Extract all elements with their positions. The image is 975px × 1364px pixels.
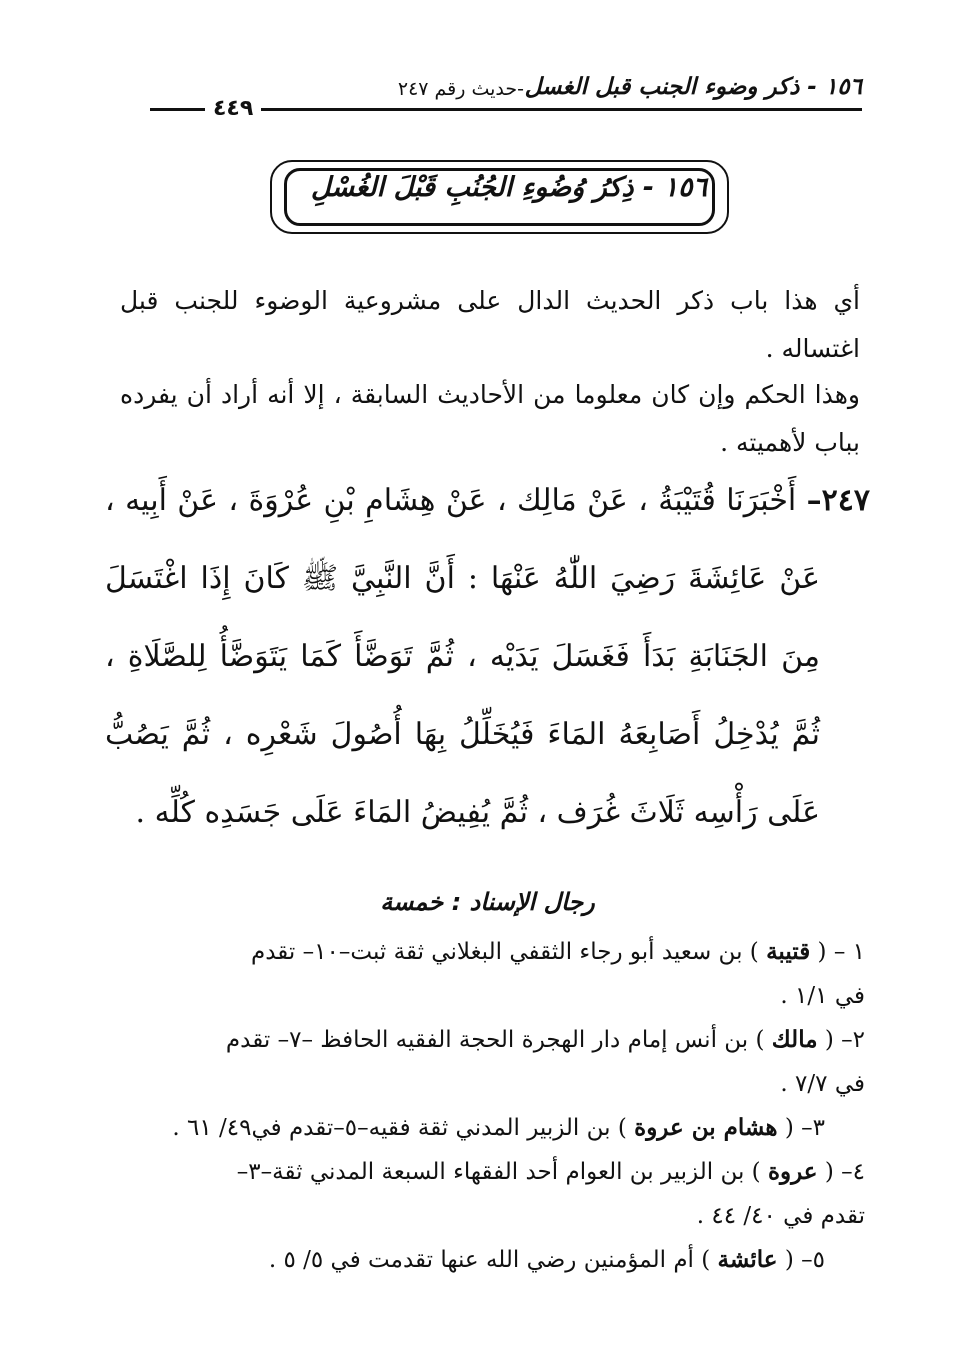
narrator-description: ) بن الزبير المدني ثقة فقيه–٥–تقدم في٤٩/ ٦١ .: [172, 1115, 627, 1141]
narrator-name: عائشة: [717, 1246, 778, 1273]
narrator-description: ) أم المؤمنين رضي الله عنها تقدمت في ٥/ ٥ .: [268, 1247, 711, 1273]
intro-paragraph-2: وهذا الحكم وإن كان معلوما من الأحاديث السابقة ، إلا أنه أراد أن يفرده بباب لأهميته .: [120, 380, 860, 457]
hadith-line-1: [105, 462, 870, 540]
narrator-description: ) بن الزبير بن العوام أحد الفقهاء السبعة المدني ثقة–٣–: [236, 1159, 761, 1185]
running-head-hadith-ref: -حديث رقم ٢٤٧: [397, 78, 524, 100]
narrator-description: ) بن أنس إمام دار الهجرة الحجة الفقيه الحافظ –٧– تقدم: [225, 1027, 765, 1053]
intro-paragraph-1: أي هذا باب ذكر الحديث الدال على مشروعية الوضوء للجنب قبل اغتساله .: [120, 286, 860, 363]
narrator-name: قتيبة: [766, 938, 811, 965]
running-head-title: ١٥٦ - ذكر وضوء الجنب قبل الغسل: [524, 74, 862, 100]
chapter-title: ١٥٦ - ذِكرُ وُضُوءِ الجُنُبِ قَبْلَ الغُسْلِ: [310, 172, 707, 203]
narrator-number: ١ – (: [817, 939, 865, 965]
narrator-item: [105, 930, 865, 1018]
narrator-item: [105, 1018, 865, 1106]
hadith-line-2: عَنْ عَائِشَةَ رَضِيَ اللّٰهُ عَنْهَا : أَنَّ النَّبِيَّ ﷺ كَانَ إِذَا اغْتَسَلَ: [105, 561, 820, 596]
hadith-line-4: ثُمَّ يُدْخِلُ أَصَابِعَهُ المَاءَ فَيُخَلِّلُ بِهَا أُصُولَ شَعْرِه ، ثُمَّ يَصُبُّ: [105, 717, 820, 752]
hadith-number: ٢٤٧–: [806, 483, 870, 518]
narrator-reference: في ٧/٧ .: [780, 1071, 865, 1097]
narrators-heading: رجال الإسناد : خمسة: [380, 888, 595, 916]
page-number: ٤٤٩: [205, 96, 261, 121]
narrator-name: عروة: [767, 1158, 818, 1185]
narrator-name: مالك: [771, 1026, 818, 1053]
narrator-reference: تقدم في ٤٠/ ٤٤ .: [696, 1203, 865, 1229]
narrator-name: هشام بن عروة: [634, 1114, 778, 1141]
narrator-item: [105, 1150, 865, 1238]
narrator-number: ٥– (: [784, 1247, 825, 1273]
narrator-item: [105, 1106, 825, 1150]
hadith-line-1-text: أَخْبَرَنَا قُتَيْبَةُ ، عَنْ مَالِك ، عَنْ هِشَامِ بْنِ عُرْوَةَ ، عَنْ أَبِيه ،: [105, 483, 797, 518]
narrators-list: [105, 930, 865, 1282]
narrator-number: ٤– (: [824, 1159, 865, 1185]
narrator-number: ٢– (: [824, 1027, 865, 1053]
narrator-reference: في ١/١ .: [780, 983, 865, 1009]
running-head: [150, 68, 862, 121]
hadith-line-5: عَلَى رَأْسِه ثَلَاثَ غُرَف ، ثُمَّ يُفِيضُ المَاءَ عَلَى جَسَدِه كُلِّه .: [135, 795, 820, 830]
chapter-title-frame: [270, 160, 729, 234]
narrator-description: ) بن سعيد أبو رجاء الثقفي البغلاني ثقة ثبت–١٠– تقدم: [250, 939, 759, 965]
narrator-item: [105, 1238, 825, 1282]
narrator-number: ٣– (: [784, 1115, 825, 1141]
hadith-text: [105, 462, 870, 852]
hadith-line-3: مِنَ الجَنَابَةِ بَدَأَ فَغَسَلَ يَدَيْه ، ثُمَّ تَوَضَّأَ كَمَا يَتَوَضَّأُ لِلصَّلَاةِ ،: [105, 639, 820, 674]
